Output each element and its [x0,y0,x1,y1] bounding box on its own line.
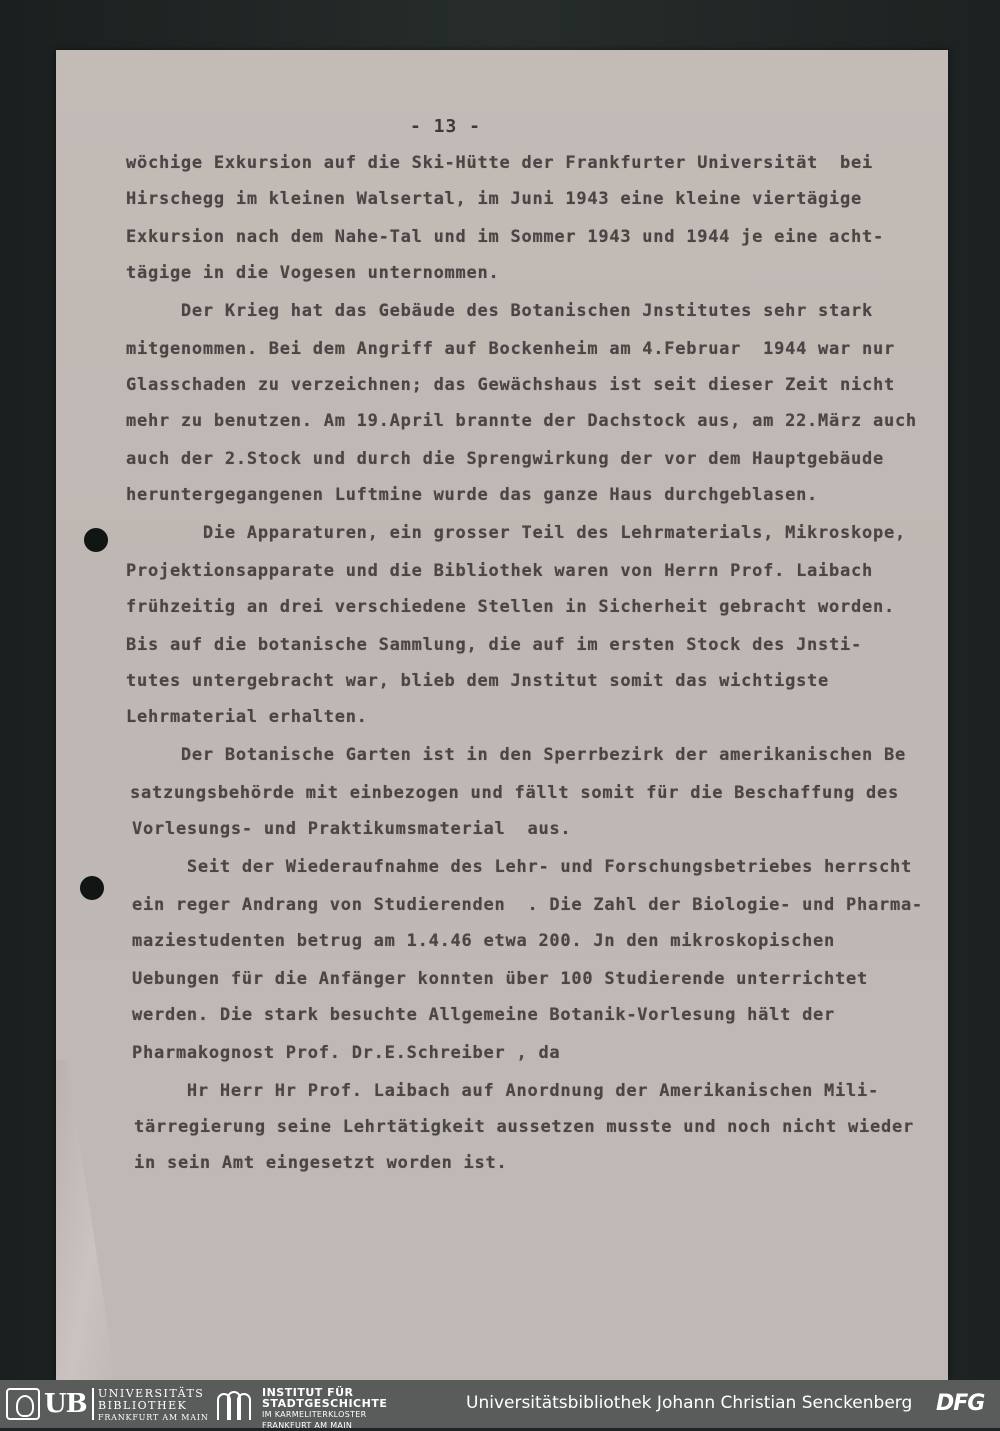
text-line: maziestudenten betrug am 1.4.46 etwa 200. Jn den mikroskopischen [132,931,836,951]
isg-line-4: FRANKFURT AM MAIN [262,1421,353,1430]
text-line: Seit der Wiederaufnahme des Lehr- und Forschungsbetriebes herrscht [132,857,912,877]
text-line: mehr zu benutzen. Am 19.April brannte der Dachstock aus, am 22.März auch [126,411,917,431]
isg-line-3: IM KARMELITERKLOSTER [262,1410,367,1419]
isg-line-2: STADTGESCHICHTE [262,1397,388,1410]
text-line: frühzeitig an drei verschiedene Stellen in Sicherheit gebracht worden. [126,597,895,617]
text-line: Hr Herr Hr Prof. Laibach auf Anordnung der Amerikanischen Mili- [132,1081,879,1101]
isg-logo-text [262,1387,387,1431]
text-line: tägige in die Vogesen unternommen. [126,263,500,283]
text-line: satzungsbehörde mit einbezogen und fällt somit für die Beschaffung des [130,783,899,803]
punch-hole-top [84,528,108,552]
text-line: Der Botanische Garten ist in den Sperrbezirk der amerikanischen Be [126,745,906,765]
text-line: Die Apparaturen, ein grosser Teil des Lehrmaterials, Mikroskope, [126,523,906,543]
text-line: wöchige Exkursion auf die Ski-Hütte der Frankfurter Universität bei [126,153,873,173]
text-line: tutes untergebracht war, blieb dem Jnstitut somit das wichtigste [126,671,830,691]
ub-portrait-icon [6,1388,40,1420]
text-line: Projektionsapparate und die Bibliothek waren von Herrn Prof. Laibach [126,561,873,581]
text-line: tärregierung seine Lehrtätigkeit aussetzen musste und noch nicht wieder [134,1117,914,1137]
text-line: ein reger Andrang von Studierenden . Die Zahl der Biologie- und Pharma- [132,895,923,915]
text-line: auch der 2.Stock und durch die Sprengwirkung der vor dem Hauptgebäude [126,449,884,469]
ub-logo-letters: UB [44,1389,87,1419]
page-number: - 13 - [410,116,482,137]
text-line: heruntergegangenen Luftmine wurde das ganze Haus durchgeblasen. [126,485,819,505]
punch-hole-bottom [80,876,104,900]
ub-line-2: BIBLIOTHEK [98,1399,188,1412]
isg-line-1: INSTITUT FÜR [262,1386,354,1399]
dfg-logo: DFG [936,1391,985,1416]
text-line: in sein Amt eingesetzt worden ist. [134,1153,508,1173]
text-line: Lehrmaterial erhalten. [126,707,368,727]
text-line: Vorlesungs- und Praktikumsmaterial aus. [132,819,572,839]
ub-logo-text [98,1388,209,1424]
text-line: Uebungen für die Anfänger konnten über 100 Studierende unterrichtet [132,969,868,989]
text-line: Exkursion nach dem Nahe-Tal und im Sommer 1943 und 1944 je eine acht- [126,227,884,247]
text-line: Bis auf die botanische Sammlung, die auf im ersten Stock des Jnsti- [126,635,862,655]
text-line: Glasschaden zu verzeichnen; das Gewächshaus ist seit dieser Zeit nicht [126,375,895,395]
text-line: mitgenommen. Bei dem Angriff auf Bockenheim am 4.Februar 1944 war nur [126,339,895,359]
footer-library-name: Universitätsbibliothek Johann Christian Senckenberg [466,1393,913,1413]
ub-line-1: UNIVERSITÄTS [98,1387,205,1400]
text-line: Pharmakognost Prof. Dr.E.Schreiber , da [132,1043,561,1063]
text-line: Hirschegg im kleinen Walsertal, im Juni 1943 eine kleine viertägige [126,189,862,209]
isg-arches-icon [214,1388,254,1420]
ub-logo-divider [92,1388,94,1420]
text-line: werden. Die stark besuchte Allgemeine Botanik-Vorlesung hält der [132,1005,836,1025]
text-line: Der Krieg hat das Gebäude des Botanischen Jnstitutes sehr stark [126,301,873,321]
footer-bar [0,1380,1000,1428]
ub-line-3: FRANKFURT AM MAIN [98,1413,209,1422]
document-page [56,50,948,1380]
